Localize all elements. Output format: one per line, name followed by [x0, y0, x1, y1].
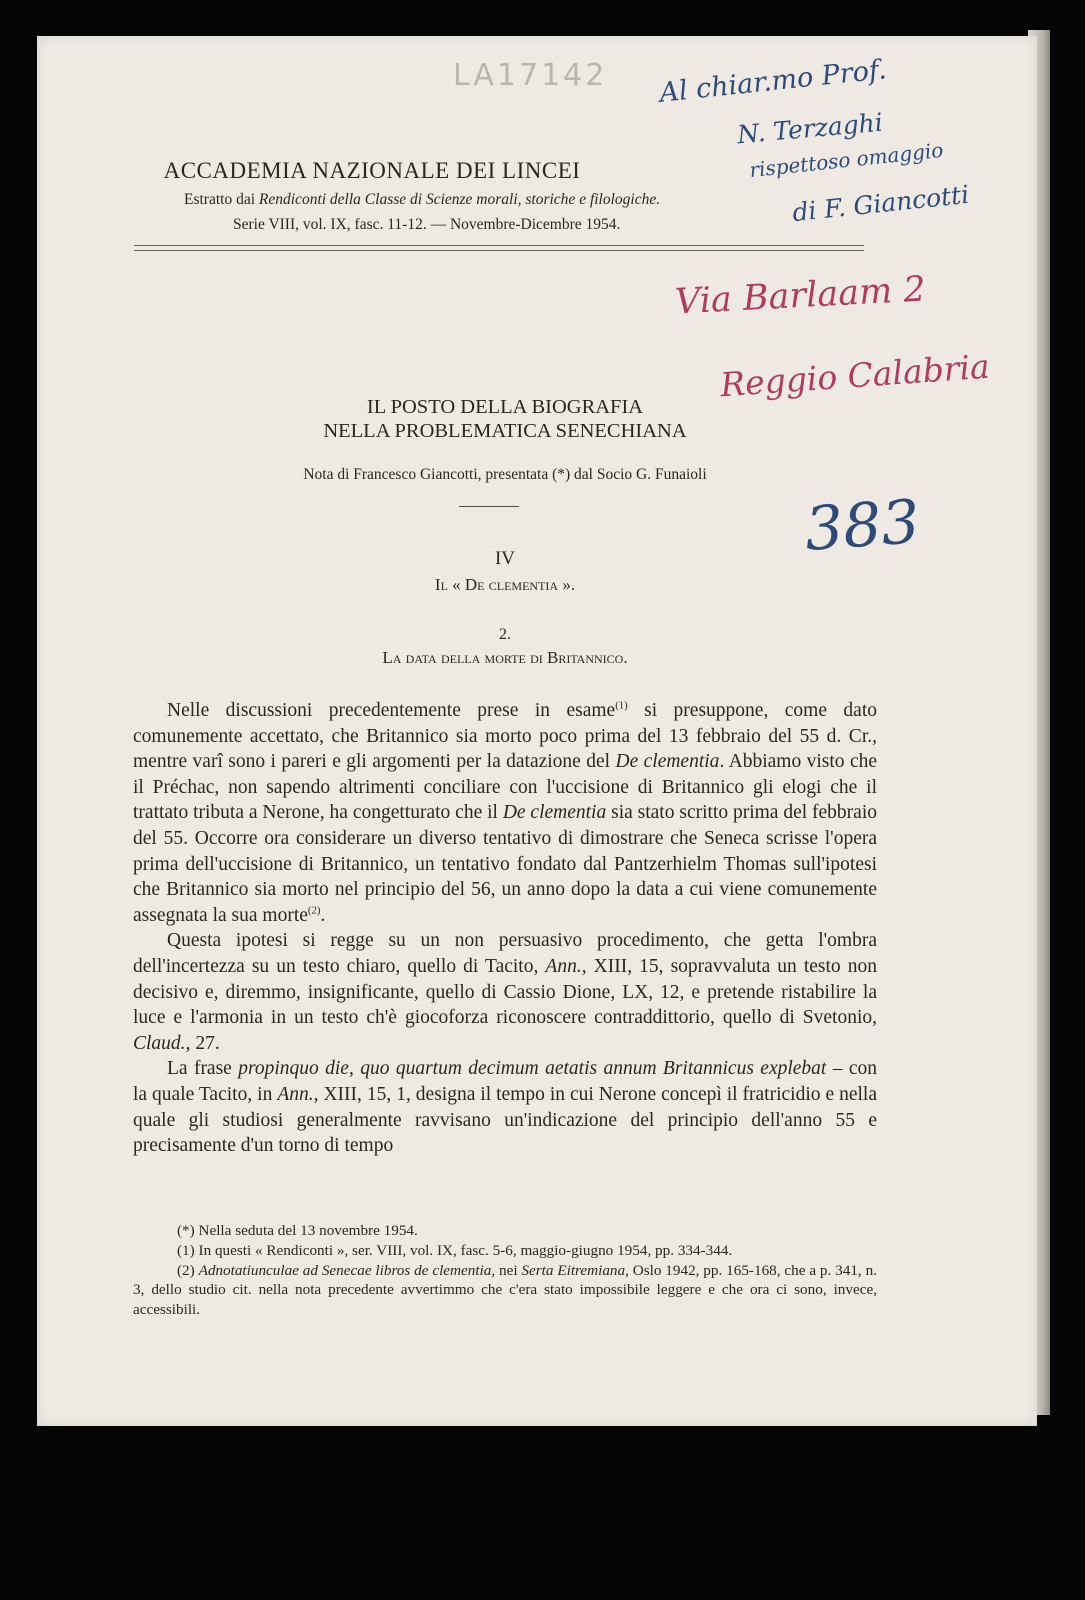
section-numeral: IV	[494, 548, 516, 569]
journal-name: Rendiconti della Classe di Scienze morali, storiche e filologiche.	[258, 191, 661, 208]
subsection-number: 2.	[499, 626, 511, 643]
italic-citation: Ann.	[545, 955, 582, 977]
text-run: , XIII, 15, 1, designa il tempo in cui Nerone concepì il fratricidio e nella quale gli studiosi generalmente ravvisano un'indicazione del principio dell'anno 55 e precisamente d'un torno di tempo	[133, 1083, 877, 1157]
footnote-1: (1) In questi « Rendiconti », ser. VIII, vol. IX, fasc. 5-6, maggio-giugno 1954, pp. 334-344.	[177, 1241, 733, 1259]
handwritten-dedication-line4: di F. Giancotti	[790, 179, 971, 228]
footnote-2	[133, 1261, 877, 1320]
handwritten-address-line1: Via Barlaam 2	[674, 269, 927, 323]
text-run: sia stato scritto prima del febbraio del 55. Occorre ora considerare un diverso tentativo di dimostrare che Seneca scrisse l'opera prima dell'uccisione di Britannico, un tentativo fondato dal Pantzerhielm Thomas sull'ipotesi che Britannico sia morto nel principio del 56, un anno dopo la data a cui viene comunemente assegnata la sua morte	[133, 802, 877, 926]
text-run: , nei	[491, 1261, 522, 1279]
italic-citation: Ann.	[277, 1083, 314, 1105]
italic-title: De clementia	[615, 751, 720, 773]
italic-citation: Claud.	[133, 1032, 186, 1054]
text-run: Nelle discussioni precedentemente prese in esame	[167, 700, 616, 721]
title-separator-rule	[459, 506, 519, 507]
text-run: . Abbiamo visto che il Préchac, non sapendo altrimenti conciliare con l'uccisione di Britannico gli elogi che il trattato tributa a Nerone, ha congetturato che il	[133, 751, 878, 824]
article-title-line2: NELLA PROBLEMATICA SENECHIANA	[323, 420, 687, 442]
handwritten-address-line2: Reggio Calabria	[718, 346, 991, 405]
extract-line	[184, 191, 660, 209]
byline: Nota di Francesco Giancotti, presentata (*) dal Socio G. Funaioli	[303, 466, 707, 483]
text-run: , XIII, 15, sopravvaluta un testo non decisivo e, diremmo, insignificante, quello di Cassio Dione, LX, 12, e pretende ristabilire la luce e l'armonia in un testo ch'è giocoforza riconoscere contraddittorio, quello di Svetonio,	[133, 955, 878, 1029]
text-run: – con la quale Tacito, in	[133, 1058, 878, 1105]
italic-quotation: propinquo die, quo quartum decimum aetatis annum Britannicus explebat	[238, 1058, 827, 1080]
handwritten-dedication-line3: rispettoso omaggio	[748, 137, 945, 183]
footnotes	[133, 1221, 877, 1320]
text-run: si presuppone, come dato comunemente accettato, che Britannico sia morto poco prima del 13 febbraio del 55 d. Cr., mentre varî sono i pareri e gli argomenti per la datazione del	[133, 700, 877, 773]
footnote-asterisk: (*) Nella seduta del 13 novembre 1954.	[177, 1222, 418, 1239]
footnote-ref-2: (2)	[307, 904, 321, 917]
text-run: (2)	[177, 1261, 199, 1279]
subsection-title: La data della morte di Britannico.	[382, 648, 628, 667]
paragraph-1	[133, 698, 877, 928]
italic-title: De clementia	[502, 802, 607, 824]
italic-title: Serta Eitremiana	[521, 1261, 626, 1279]
series-line: Serie VIII, vol. IX, fasc. 11-12. — Novembre-Dicembre 1954.	[233, 216, 621, 233]
article-title-line1: IL POSTO DELLA BIOGRAFIA	[366, 396, 644, 418]
header-double-rule	[134, 245, 864, 251]
footnote-ref-1: (1)	[615, 699, 628, 712]
extract-prefix: Estratto dai	[184, 191, 259, 208]
text-run: La frase	[167, 1058, 239, 1080]
document-page	[37, 36, 1037, 1426]
italic-title: Adnotatiunculae ad Senecae libros de clementia	[198, 1261, 492, 1279]
handwritten-number: 383	[802, 487, 922, 565]
paragraph-2	[133, 928, 877, 1056]
section-title: Il « De clementia ».	[434, 575, 576, 594]
academy-name: ACCADEMIA NAZIONALE DEI LINCEI	[163, 158, 581, 183]
handwritten-dedication-line1: Al chiar.mo Prof.	[658, 54, 888, 109]
handwritten-dedication-line2: N. Terzaghi	[736, 107, 884, 150]
text-run: .	[320, 904, 326, 926]
body-text	[133, 698, 877, 1159]
text-run: Questa ipotesi si regge su un non persuasivo procedimento, che getta l'ombra dell'incertezza su un testo chiaro, quello di Tacito,	[133, 930, 877, 977]
text-run: , Oslo 1942, pp. 165-168, che a p. 341, n. 3, dello studio cit. nella nota precedente avvertimmo che c'era stato impossibile leggere e che ora ci sono, invece, accessibili.	[133, 1261, 877, 1319]
text-run: , 27.	[185, 1032, 220, 1054]
paragraph-3	[133, 1056, 877, 1158]
pencil-catalog-mark: LA17142	[453, 58, 608, 93]
